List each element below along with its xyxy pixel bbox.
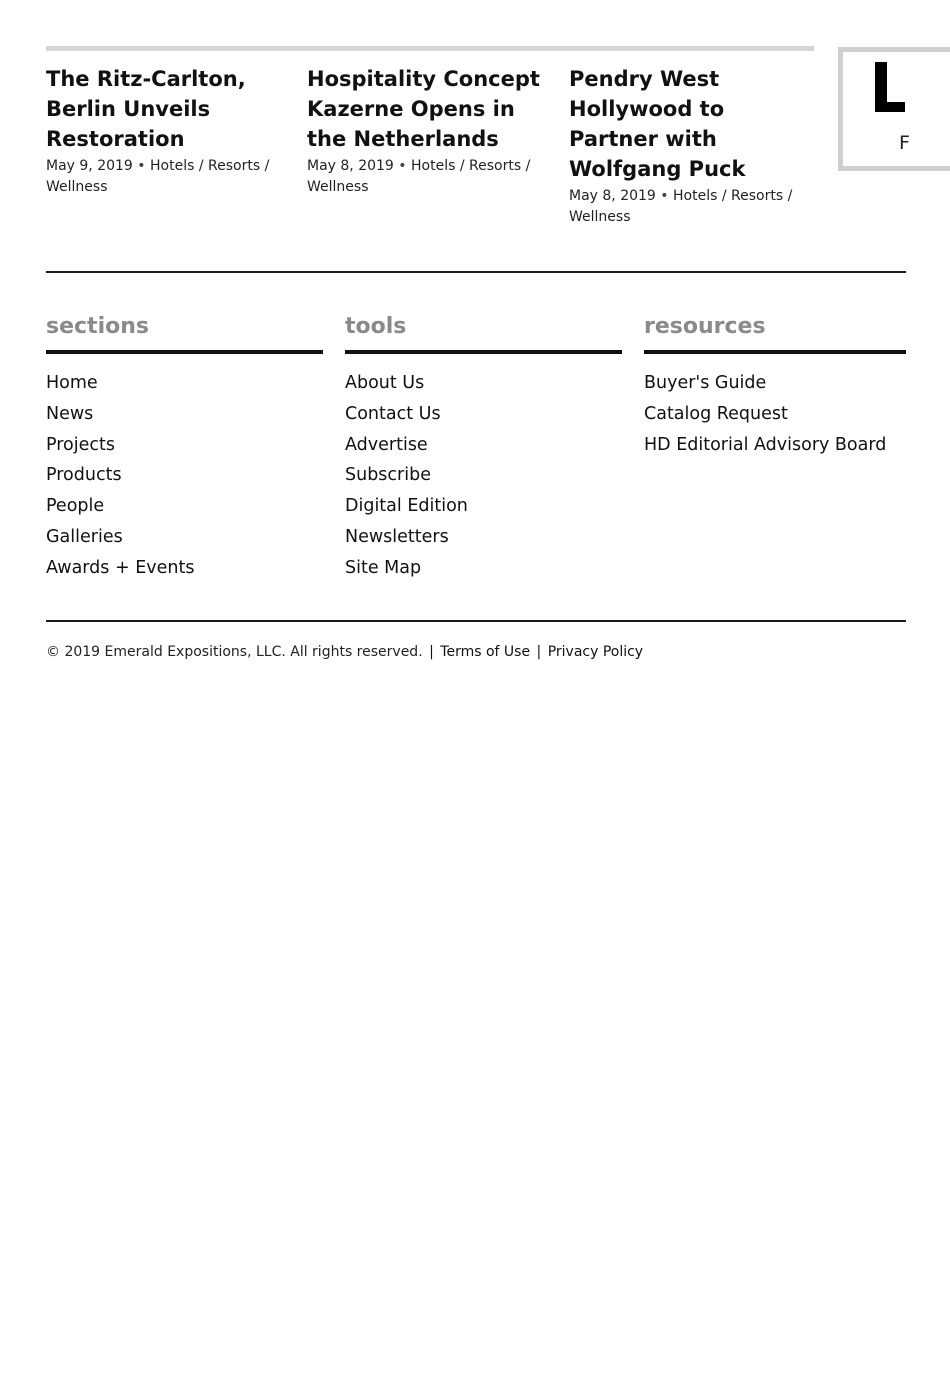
article-title-link[interactable]: Hospitality Concept Kazerne Opens in the Netherlands — [307, 67, 540, 151]
article-meta — [569, 186, 817, 228]
article-category-link[interactable]: Hotels / Resorts / Wellness — [46, 158, 270, 195]
footer-link-people[interactable]: People — [46, 496, 105, 517]
footer-link-list — [345, 368, 622, 584]
article-date: May 8, 2019 — [569, 188, 656, 204]
footer-column-resources — [644, 312, 906, 460]
footer-column-title: tools — [345, 314, 407, 339]
footer-link-subscribe[interactable]: Subscribe — [345, 465, 431, 486]
link-separator: | — [429, 644, 434, 660]
article-category-link[interactable]: Hotels / Resorts / Wellness — [307, 158, 531, 195]
column-divider — [46, 350, 323, 354]
footer-link-about-us[interactable]: About Us — [345, 373, 425, 393]
footer-link-site-map[interactable]: Site Map — [345, 557, 422, 578]
footer-link-newsletters[interactable]: Newsletters — [345, 526, 449, 547]
article-date: May 9, 2019 — [46, 158, 133, 174]
footer-link-catalog-request[interactable]: Catalog Request — [644, 403, 788, 424]
footer-link-galleries[interactable]: Galleries — [46, 526, 123, 547]
article-meta — [46, 156, 294, 198]
footer-link-list — [46, 368, 323, 584]
column-divider — [345, 350, 622, 354]
article-card[interactable] — [569, 64, 817, 228]
footer-link-buyers-guide[interactable]: Buyer's Guide — [644, 373, 767, 393]
footer-column-tools — [345, 312, 622, 584]
footer-link-projects[interactable]: Projects — [46, 434, 115, 455]
footer-link-editorial-board[interactable]: HD Editorial Advisory Board — [644, 434, 887, 455]
link-separator: | — [536, 644, 542, 660]
column-divider — [644, 350, 906, 354]
articles-top-rule — [46, 46, 814, 51]
privacy-policy-link[interactable]: Privacy Policy — [547, 644, 644, 660]
footer-column-sections — [46, 312, 323, 584]
footer-link-products[interactable]: Products — [46, 465, 122, 486]
footer-link-news[interactable]: News — [46, 403, 94, 424]
article-date: May 8, 2019 — [307, 158, 394, 174]
article-title-link[interactable]: The Ritz-Carlton, Berlin Unveils Restoration — [46, 67, 246, 151]
footer-column-title: resources — [644, 314, 766, 339]
footer-column-title: sections — [46, 314, 149, 339]
footer-link-advertise[interactable]: Advertise — [345, 434, 428, 455]
copyright-text: © 2019 Emerald Expositions, LLC. All rights reserved. — [46, 644, 423, 660]
article-title-link[interactable]: Pendry West Hollywood to Partner with Wolfgang Puck — [569, 67, 746, 181]
footer-link-contact-us[interactable]: Contact Us — [345, 403, 441, 424]
terms-of-use-link[interactable]: Terms of Use — [440, 644, 531, 660]
article-card[interactable] — [46, 64, 294, 198]
footer-bottom-divider — [46, 620, 906, 622]
meta-separator: • — [398, 158, 407, 174]
partial-ad-banner[interactable] — [838, 47, 950, 171]
article-category-link[interactable]: Hotels / Resorts / Wellness — [569, 188, 793, 225]
footer-link-awards-events[interactable]: Awards + Events — [46, 557, 195, 578]
copyright-bar — [46, 644, 643, 660]
footer-top-divider — [46, 271, 906, 273]
article-meta — [307, 156, 555, 198]
ad-partial-text: F — [899, 132, 910, 154]
footer-link-home[interactable]: Home — [46, 373, 98, 393]
footer-link-digital-edition[interactable]: Digital Edition — [345, 496, 468, 517]
meta-separator: • — [137, 158, 146, 174]
article-card[interactable] — [307, 64, 555, 198]
meta-separator: • — [660, 188, 669, 204]
ad-logo-glyph — [875, 62, 905, 112]
footer-link-list — [644, 368, 906, 460]
